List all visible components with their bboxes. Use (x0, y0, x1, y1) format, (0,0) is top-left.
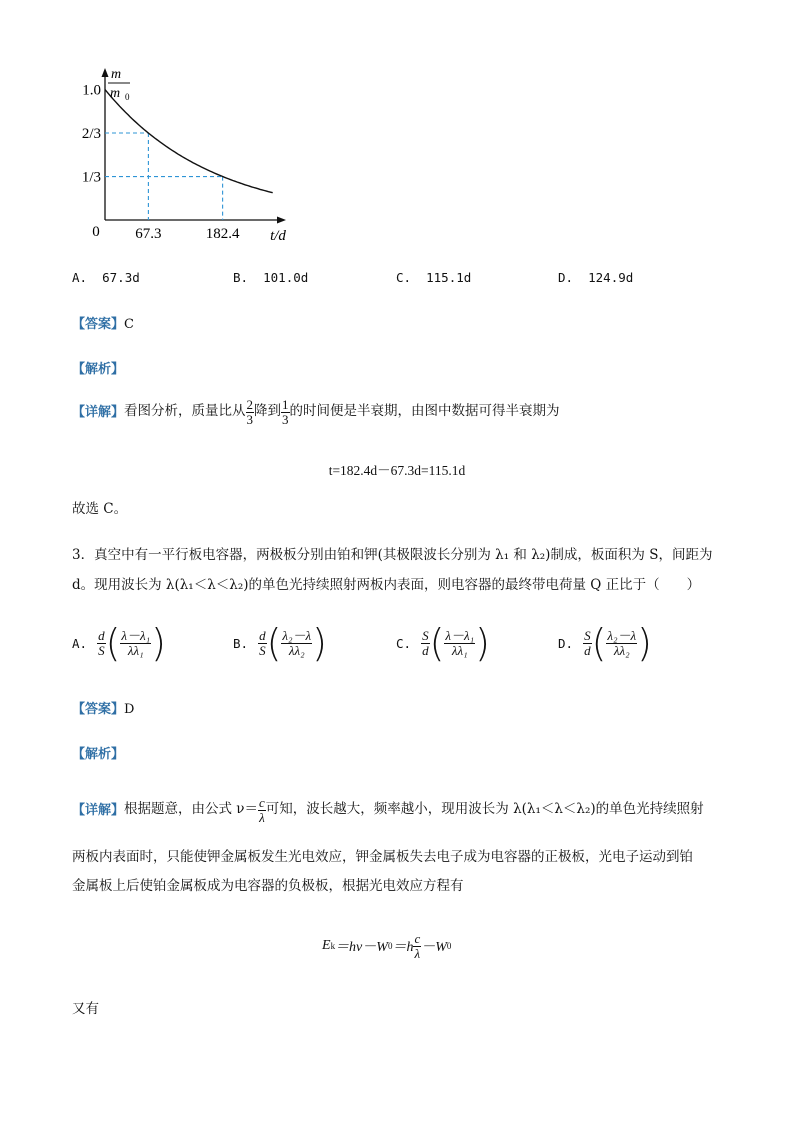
detail-tag: 【详解】 (72, 404, 125, 420)
q3-answer (72, 698, 134, 717)
y-label-denominator-sub: 0 (125, 92, 130, 102)
option-c-value: 115.1d (426, 270, 472, 285)
q2-analysis-tag: 【解析】 (72, 362, 125, 377)
option-d-value: 124.9d (588, 270, 634, 285)
left-paren: ( (105, 621, 121, 665)
photoelectric-equation (322, 932, 451, 960)
q3-option-d (558, 621, 652, 665)
option-b-value: 101.0d (263, 270, 309, 285)
option-c (396, 270, 471, 285)
detail-text-3: 的时间便是半衰期，由图中数据可得半衰期为 (289, 403, 560, 420)
q2-answer (72, 313, 134, 332)
q3-detail-line2: 两板内表面时，只能使钾金属板发生光电效应，钾金属板失去电子成为电容器的正极板，光电子运动到铂 (72, 849, 693, 865)
q3-option-a-inner: $\frac{\text{λ－λ₁}}{\text{λλ₁}}$ (121, 627, 151, 658)
detail-text-1: 根据题意，由公式 ν＝ (124, 801, 259, 818)
option-d-label: D. (558, 270, 574, 285)
q3-option-b (233, 621, 327, 665)
q3-stem-line2: d。现用波长为 λ(λ₁＜λ＜λ₂)的单色光持续照射两板内表面，则电容器的最终带电荷量 Q 正比于（ ） (72, 577, 701, 593)
eq-ek: E (322, 938, 331, 954)
q3-option-a (72, 621, 166, 665)
q3-option-a-label: A. (72, 635, 88, 651)
q3-option-c-inner: $\frac{\text{λ－λ₁}}{\text{λλ₁}}$ (445, 627, 475, 658)
answer-value: D (124, 702, 135, 717)
answer-value: C (124, 317, 134, 332)
q3-stem-line1: 3．真空中有一平行板电容器，两极板分别由铂和钾(其极限波长分别为 λ₁ 和 λ₂)制成，板面积为 S，间距为 (72, 547, 713, 563)
q3-detail-line3: 金属板上后使铂金属板成为电容器的负极板，根据光电效应方程有 (72, 878, 464, 894)
detail-tag: 【详解】 (72, 802, 125, 818)
decay-chart (60, 60, 300, 250)
option-d (558, 270, 633, 285)
x-axis-label: t/d (270, 228, 286, 244)
detail-text-2: 降到 (254, 403, 282, 420)
q2-conclusion: 故选 C。 (72, 501, 128, 517)
q3-option-c-label: C. (396, 635, 412, 651)
y-axis-arrow (102, 68, 109, 77)
frequency-fraction: $\frac{c}{\lambda}$ (259, 795, 265, 825)
eq-c-over-lambda: $\frac{c}{\lambda}$ (414, 931, 421, 961)
option-a-value: 67.3d (102, 270, 140, 285)
eq-h: ＝h (392, 940, 414, 956)
eq-h-nu-w: ＝hν－W (335, 940, 388, 956)
q3-option-c (396, 621, 490, 665)
right-paren: ) (637, 621, 652, 665)
half-life-equation: t=182.4d－67.3d=115.1d (328, 463, 466, 478)
right-paren: ) (151, 621, 166, 665)
right-paren: ) (312, 621, 327, 665)
q3-analysis-tag: 【解析】 (72, 747, 125, 762)
y-tick-label: 1/3 (81, 169, 101, 186)
x-tick-label: 67.3 (135, 226, 162, 242)
option-b (233, 270, 308, 285)
q3-detail-line1 (72, 796, 704, 824)
answer-tag: 【答案】 (72, 317, 125, 332)
y-tick-label: 1.0 (82, 82, 101, 99)
q3-option-b-label: B. (233, 635, 249, 651)
eq-ek-sub: k (330, 941, 336, 952)
q3-option-c-outer: $\frac{S}{d}$ (422, 627, 429, 658)
fraction-one-third: $\frac{1}{3}$ (282, 397, 289, 427)
q3-option-d-outer: $\frac{S}{d}$ (584, 627, 591, 658)
right-paren: ) (475, 621, 490, 665)
eq-minus-w: －W (421, 940, 447, 956)
detail-text-2: 可知，波长越大，频率越小，现用波长为 λ(λ₁＜λ＜λ₂)的单色光持续照射 (265, 801, 704, 818)
option-a-label: A. (72, 270, 88, 285)
left-paren: ( (266, 621, 282, 665)
fraction-two-thirds: $\frac{2}{3}$ (246, 397, 254, 427)
y-label-numerator: m (110, 67, 122, 82)
q3-option-b-inner: $\frac{\text{λ₂－λ}}{\text{λλ₂}}$ (282, 627, 312, 658)
y-label-denominator: m (109, 86, 121, 101)
q3-option-a-outer: $\frac{d}{S}$ (98, 627, 105, 658)
q3-option-d-inner: $\frac{\text{λ₂－λ}}{\text{λλ₂}}$ (607, 627, 637, 658)
answer-tag: 【答案】 (72, 702, 125, 717)
q3-option-b-outer: $\frac{d}{S}$ (259, 627, 266, 658)
eq-w0-sub-2: 0 (446, 941, 452, 952)
option-c-label: C. (396, 270, 412, 285)
y-tick-label: 2/3 (81, 126, 101, 142)
detail-text-1: 看图分析，质量比从 (124, 403, 246, 420)
left-paren: ( (591, 621, 607, 665)
origin-label: 0 (92, 224, 100, 240)
option-a (72, 270, 140, 285)
q3-option-d-label: D. (558, 635, 574, 651)
decay-curve (105, 90, 273, 193)
x-tick-label: 182.4 (205, 226, 240, 242)
q2-detail (72, 398, 560, 426)
eq-w0-sub: 0 (387, 941, 393, 952)
option-b-label: B. (233, 270, 249, 285)
left-paren: ( (429, 621, 445, 665)
x-axis-arrow (277, 217, 286, 224)
q3-also: 又有 (72, 1001, 99, 1017)
